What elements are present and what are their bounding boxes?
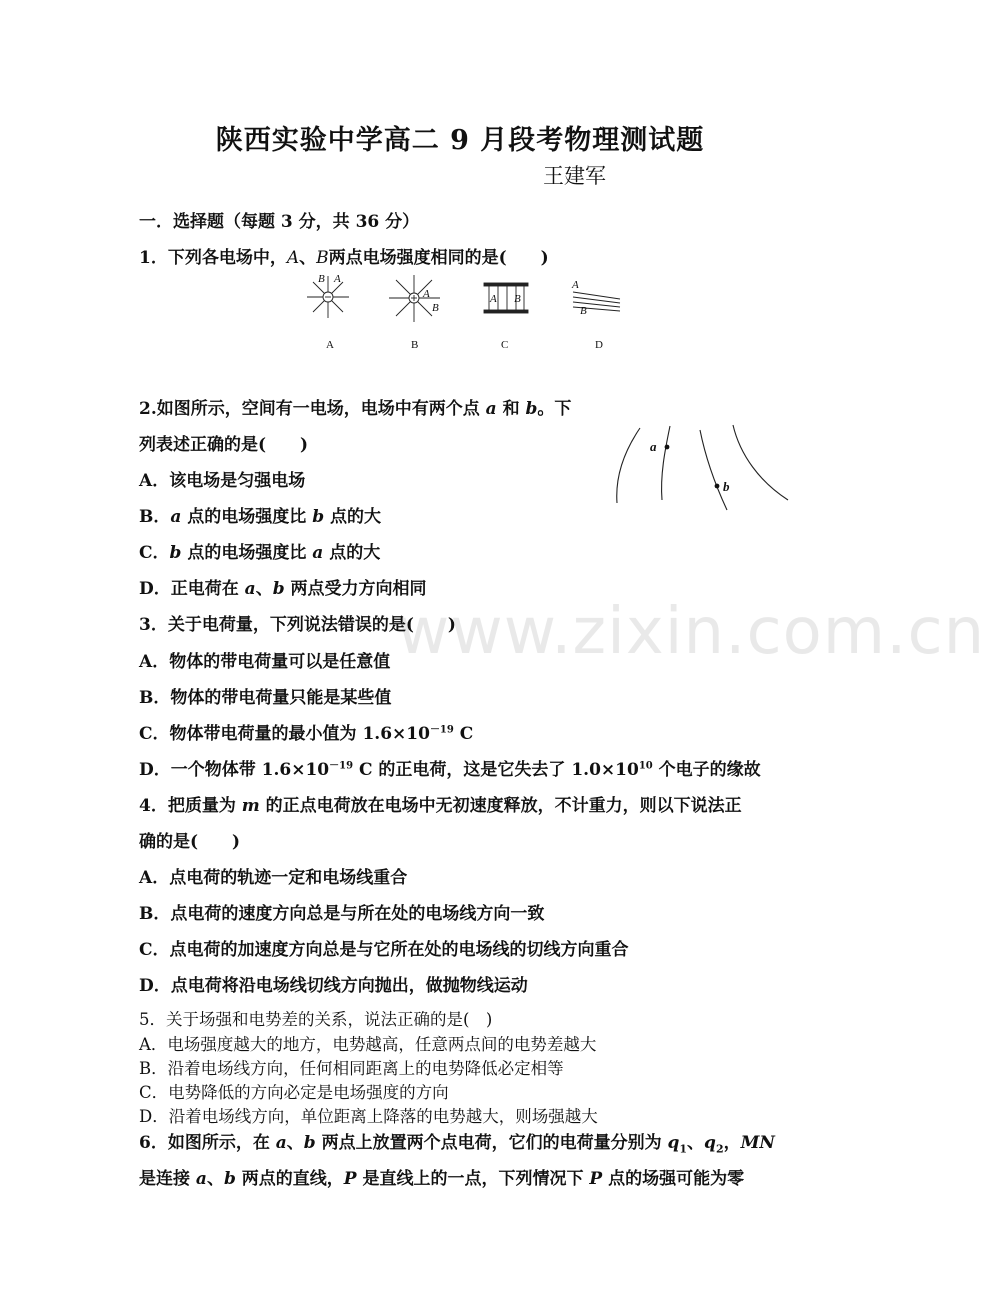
figure-point-a-label: a <box>650 439 657 454</box>
figure-label-a: A <box>326 339 334 351</box>
question-2-stem-line2: 列表述正确的是( ) <box>139 435 309 455</box>
point-a-marker <box>665 445 670 450</box>
question-4-option-c: C．点电荷的加速度方向总是与它所在处的电场线的切线方向重合 <box>139 940 629 960</box>
page-title: 陕西实验中学高二 9 月段考物理测试题 <box>215 125 705 156</box>
question-4-option-d: D．点电荷将沿电场线切线方向抛出，做抛物线运动 <box>139 976 528 996</box>
question-6-stem-line1: 6．如图所示，在 a、b 两点上放置两个点电荷，它们的电荷量分别为 $q_1$、$q_2$，MN <box>139 1133 775 1156</box>
figure-b-positive-charge <box>389 275 440 322</box>
question-4-stem-line2: 确的是( ) <box>139 832 241 852</box>
question-5-option-a: A．电场强度越大的地方，电势越高，任意两点间的电势差越大 <box>139 1035 597 1054</box>
question-2-option-a: A．该电场是匀强电场 <box>139 471 306 491</box>
watermark: www.zixin.com.cn <box>397 595 985 669</box>
question-5-option-c: C．电势降低的方向必定是电场强度的方向 <box>139 1083 449 1102</box>
figure-c-point-a: A <box>490 293 497 305</box>
figure-d-point-a: A <box>572 279 579 291</box>
question-2-field-figure <box>605 420 795 515</box>
figure-label-c: C <box>501 339 509 351</box>
question-1-stem: 1．下列各电场中，A、B两点电场强度相同的是( ) <box>139 248 549 268</box>
question-5-option-d: D．沿着电场线方向，单位距离上降落的电势越大，则场强越大 <box>139 1107 598 1126</box>
point-b-marker <box>715 484 720 489</box>
figure-d-point-b: B <box>580 305 587 317</box>
question-2-option-d: D．正电荷在 a、b 两点受力方向相同 <box>139 579 427 599</box>
question-5-option-b: B．沿着电场线方向，任何相同距离上的电势降低必定相等 <box>139 1059 564 1078</box>
question-4-option-b: B．点电荷的速度方向总是与所在处的电场线方向一致 <box>139 904 545 924</box>
question-2-stem-line1: 2.如图所示，空间有一电场，电场中有两个点 a 和 b。下 <box>139 399 572 419</box>
question-6-stem-line2: 是连接 a、b 两点的直线，P 是直线上的一点，下列情况下 P 点的场强可能为零 <box>139 1169 745 1189</box>
figure-c-point-b: B <box>514 293 521 305</box>
question-5-stem: 5．关于场强和电势差的关系，说法正确的是( ) <box>139 1010 493 1029</box>
question-3-option-c: C．物体带电荷量的最小值为 $1.6\times 10^{-19}$ C <box>139 724 474 744</box>
question-3-option-d: D．一个物体带 $1.6\times 10^{-19}$ C 的正电荷，这是它失去了 $1.0\times 10^{10}$ 个电子的缘故 <box>139 760 761 780</box>
figure-a-negative-charge <box>307 276 349 318</box>
figure-label-b: B <box>411 339 419 351</box>
question-3-stem: 3．关于电荷量，下列说法错误的是( ) <box>139 615 456 635</box>
question-3-option-a: A．物体的带电荷量可以是任意值 <box>139 652 391 672</box>
question-4-stem-line1: 4．把质量为 m 的正点电荷放在电场中无初速度释放，不计重力，则以下说法正 <box>139 796 742 816</box>
question-2-option-c: C．b 点的电场强度比 a 点的大 <box>139 543 381 563</box>
figure-b-point-a: A <box>423 288 430 300</box>
question-4-option-a: A．点电荷的轨迹一定和电场线重合 <box>139 868 408 888</box>
question-3-option-b: B．物体的带电荷量只能是某些值 <box>139 688 392 708</box>
figure-point-b-label: b <box>723 479 730 494</box>
figure-a-point-b: B <box>318 273 325 285</box>
author-name: 王建军 <box>543 164 606 188</box>
figure-label-d: D <box>595 339 603 351</box>
section-heading: 一．选择题（每题 3 分，共 36 分） <box>139 212 420 232</box>
question-2-option-b: B．a 点的电场强度比 b 点的大 <box>139 507 382 527</box>
figure-a-point-a: A <box>334 273 341 285</box>
question-1-figure <box>290 270 635 360</box>
figure-b-point-b: B <box>432 302 439 314</box>
